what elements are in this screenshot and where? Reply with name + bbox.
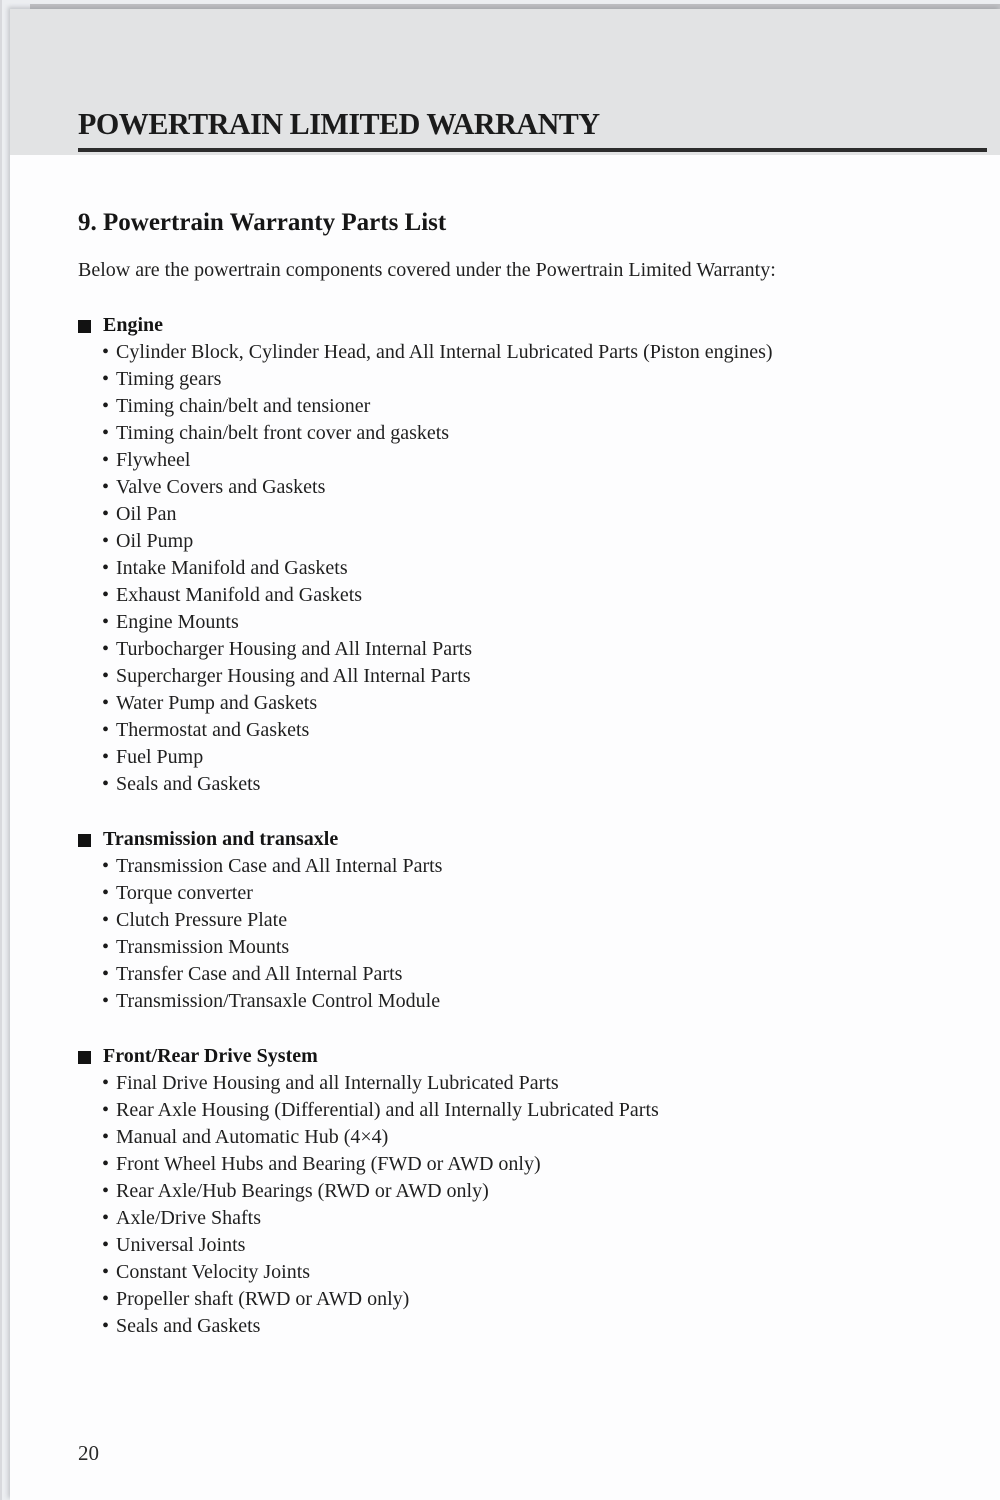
parts-list-engine — [78, 339, 960, 798]
parts-list-item — [78, 1097, 960, 1124]
document-title: POWERTRAIN LIMITED WARRANTY — [78, 106, 600, 141]
parts-list-item-text: • Timing chain/belt front cover and gaskets — [116, 422, 450, 444]
parts-section-heading — [78, 826, 960, 853]
parts-list-item — [78, 474, 960, 501]
parts-section-drive-system — [78, 1043, 960, 1340]
parts-list-item-text: • Universal Joints — [116, 1234, 246, 1256]
parts-list-item-text: • Transmission Mounts — [116, 936, 290, 958]
parts-list-item — [78, 1178, 960, 1205]
parts-list-item — [78, 880, 960, 907]
parts-list-item-text: • Front Wheel Hubs and Bearing (FWD or AWD only) — [116, 1153, 541, 1175]
parts-list-item-text: • Transmission/Transaxle Control Module — [116, 990, 441, 1012]
parts-section-heading — [78, 312, 960, 339]
parts-list-item-text: • Cylinder Block, Cylinder Head, and All Internal Lubricated Parts (Piston engines) — [116, 341, 773, 363]
parts-list-item — [78, 853, 960, 880]
parts-list-item-text: • Flywheel — [116, 449, 191, 471]
parts-list-item-text: • Turbocharger Housing and All Internal Parts — [116, 638, 473, 660]
parts-list-item — [78, 907, 960, 934]
parts-list-item — [78, 1151, 960, 1178]
parts-section-title: Front/Rear Drive System — [103, 1045, 318, 1067]
parts-list-item-text: • Transmission Case and All Internal Parts — [116, 855, 443, 877]
parts-list-item-text: • Manual and Automatic Hub (4×4) — [116, 1126, 389, 1148]
parts-section-heading — [78, 1043, 960, 1070]
parts-list-item-text: • Seals and Gaskets — [116, 1315, 261, 1337]
parts-list-item — [78, 501, 960, 528]
parts-list-item-text: • Thermostat and Gaskets — [116, 719, 310, 741]
parts-list-item — [78, 420, 960, 447]
parts-list-item-text: • Engine Mounts — [116, 611, 239, 633]
chapter-heading: 9. Powertrain Warranty Parts List — [78, 209, 447, 236]
parts-list-item — [78, 366, 960, 393]
parts-list-item-text: • Rear Axle Housing (Differential) and all Internally Lubricated Parts — [116, 1099, 659, 1121]
page-number: 20 — [78, 1441, 99, 1465]
parts-list-item-text: • Final Drive Housing and all Internally Lubricated Parts — [116, 1072, 559, 1094]
parts-list-item — [78, 1313, 960, 1340]
parts-list-item — [78, 447, 960, 474]
parts-list-item-text: • Axle/Drive Shafts — [116, 1207, 261, 1229]
warranty-document-page — [10, 9, 1000, 1500]
parts-list-item — [78, 1286, 960, 1313]
parts-section-transmission — [78, 826, 960, 1015]
parts-list-item — [78, 988, 960, 1015]
parts-list-item-text: • Timing gears — [116, 368, 222, 390]
parts-list-drive-system — [78, 1070, 960, 1340]
parts-list-item — [78, 1124, 960, 1151]
parts-list-item — [78, 528, 960, 555]
parts-list-item — [78, 393, 960, 420]
parts-list-item — [78, 609, 960, 636]
page-content — [10, 208, 1000, 1340]
parts-list-item — [78, 339, 960, 366]
intro-paragraph: Below are the powertrain components covered under the Powertrain Limited Warranty: — [78, 259, 776, 281]
parts-list-item — [78, 555, 960, 582]
parts-list-item — [78, 636, 960, 663]
parts-list-item-text: • Torque converter — [116, 882, 253, 904]
square-bullet-icon — [78, 1051, 91, 1064]
parts-list-item — [78, 690, 960, 717]
parts-list-item-text: • Fuel Pump — [116, 746, 204, 768]
parts-section-title: Transmission and transaxle — [103, 828, 339, 850]
page-header-band — [10, 9, 1000, 155]
parts-list-item-text: • Intake Manifold and Gaskets — [116, 557, 348, 579]
parts-list-item-text: • Timing chain/belt and tensioner — [116, 395, 371, 417]
parts-list-item — [78, 1232, 960, 1259]
parts-list-item-text: • Valve Covers and Gaskets — [116, 476, 326, 498]
parts-list-item — [78, 717, 960, 744]
parts-list-item — [78, 582, 960, 609]
parts-list-item-text: • Seals and Gaskets — [116, 773, 261, 795]
parts-section-title: Engine — [103, 314, 164, 336]
parts-list-item-text: • Rear Axle/Hub Bearings (RWD or AWD only) — [116, 1180, 489, 1202]
header-title-underline — [78, 107, 987, 152]
parts-list-item-text: • Constant Velocity Joints — [116, 1261, 311, 1283]
parts-list-item-text: • Oil Pump — [116, 530, 194, 552]
parts-list-item-text: • Supercharger Housing and All Internal Parts — [116, 665, 471, 687]
parts-list-item-text: • Water Pump and Gaskets — [116, 692, 318, 714]
parts-list-item — [78, 961, 960, 988]
parts-list-item — [78, 1205, 960, 1232]
parts-list-transmission — [78, 853, 960, 1015]
parts-list-item — [78, 1259, 960, 1286]
square-bullet-icon — [78, 834, 91, 847]
parts-list-item-text: • Clutch Pressure Plate — [116, 909, 288, 931]
parts-list-item — [78, 663, 960, 690]
parts-list-item-text: • Exhaust Manifold and Gaskets — [116, 584, 363, 606]
parts-section-engine — [78, 312, 960, 798]
parts-list-item — [78, 771, 960, 798]
scan-left-edge — [0, 0, 2, 1500]
parts-list-item — [78, 744, 960, 771]
square-bullet-icon — [78, 320, 91, 333]
parts-list-item-text: • Propeller shaft (RWD or AWD only) — [116, 1288, 410, 1310]
parts-list-item — [78, 934, 960, 961]
parts-list-item — [78, 1070, 960, 1097]
parts-list-item-text: • Oil Pan — [116, 503, 177, 525]
parts-list-item-text: • Transfer Case and All Internal Parts — [116, 963, 403, 985]
